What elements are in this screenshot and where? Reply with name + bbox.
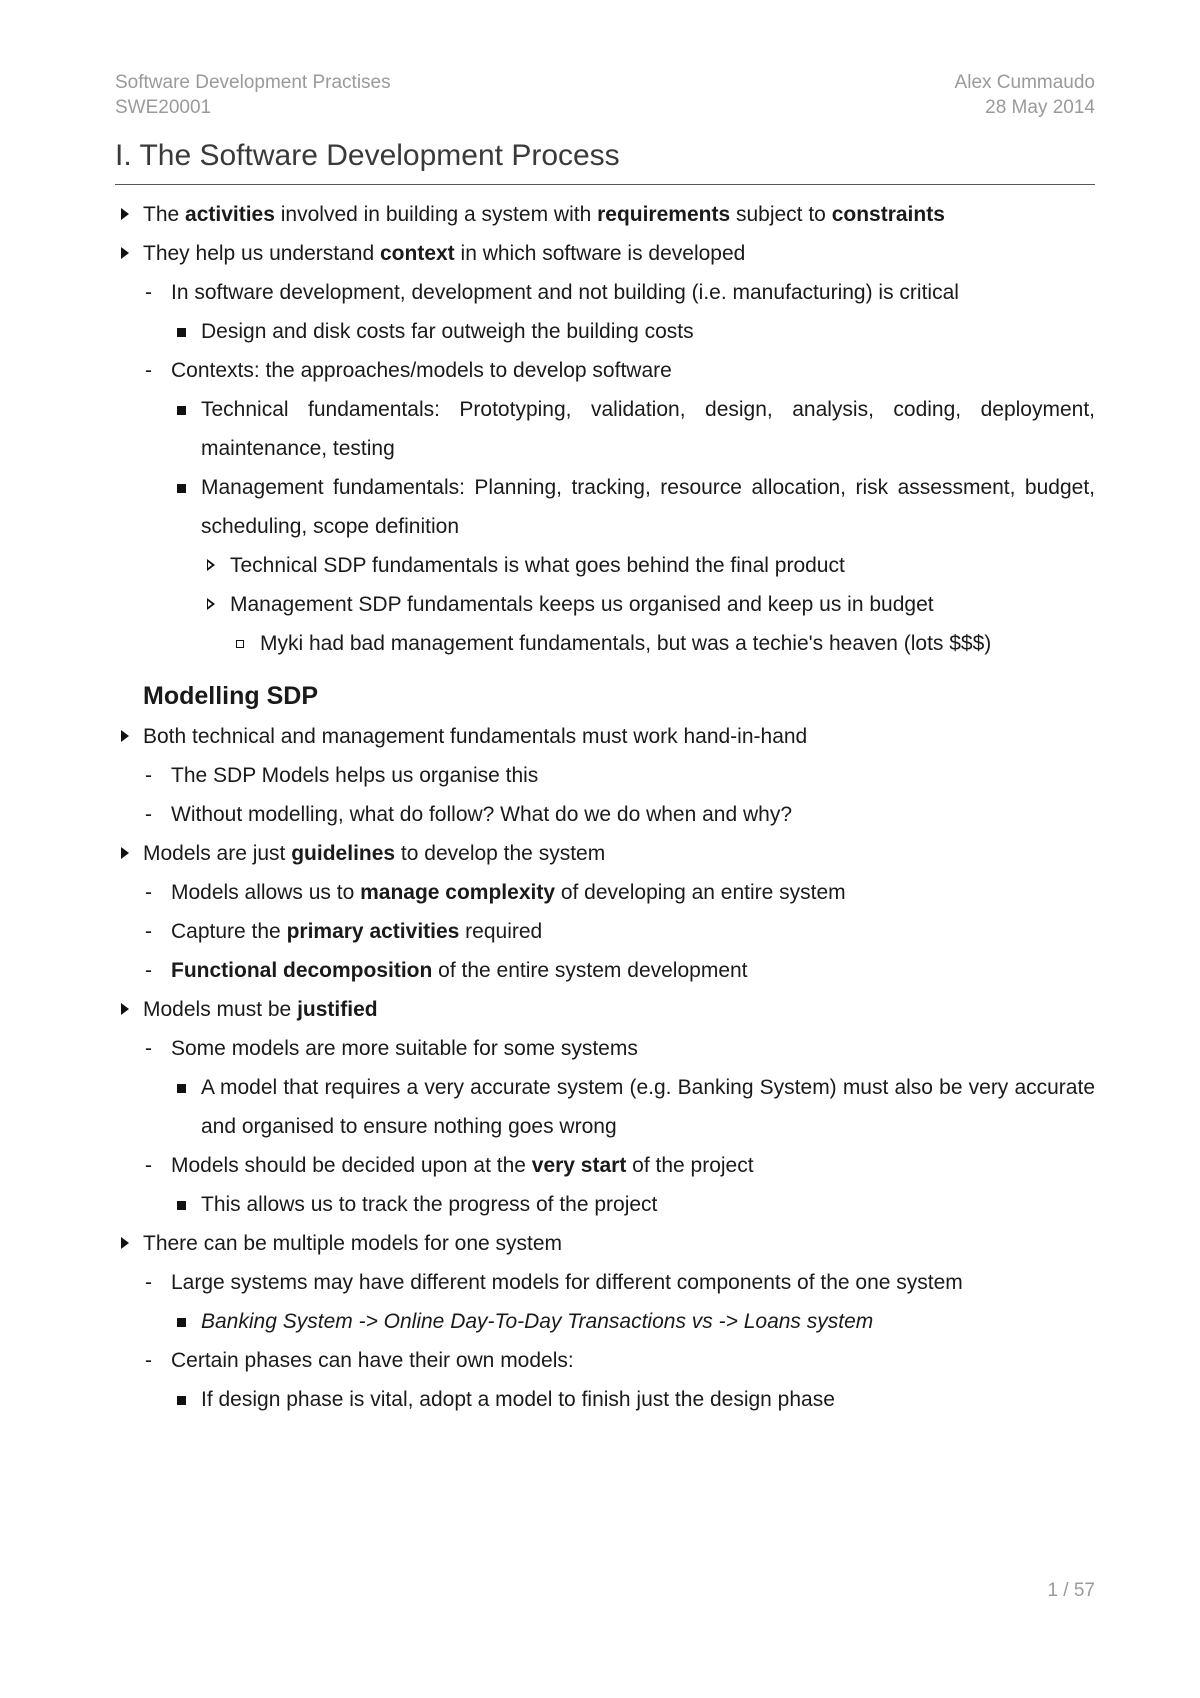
list-item-text [201,312,1095,351]
triangle-bullet-icon [115,1224,143,1263]
bold-text: guidelines [291,842,396,865]
list-item [115,717,1095,756]
bold-text: Functional decomposition [171,959,433,982]
list-item-text [171,951,1095,990]
text-run: This allows us to track the progress of the project [201,1193,658,1216]
text-run: Technical fundamentals: Prototyping, validation, design, analysis, coding, deployment, maintenance, testing [201,398,1095,460]
bold-text: requirements [597,203,731,226]
document-page [115,70,1095,1419]
list-item-text [201,1068,1095,1146]
text-run: A model that requires a very accurate system (e.g. Banking System) must also be very accurate and organised to ensure nothing goes wrong [201,1076,1095,1138]
italic-text: Banking System -> Online Day-To-Day Transactions vs -> Loans system [201,1310,874,1333]
text-run: Contexts: the approaches/models to develop software [171,359,672,382]
list-item-text [201,468,1095,546]
list-item [115,390,1095,468]
text-run: The SDP Models helps us organise this [171,764,539,787]
list-item [115,585,1095,624]
list-item [115,1224,1095,1263]
list-item [115,624,1095,663]
square-bullet-icon [173,1185,201,1224]
list-item [115,234,1095,273]
list-item-text [143,990,1095,1029]
list-item-text [171,873,1095,912]
triangle-bullet-icon [115,990,143,1029]
text-run: Large systems may have different models for different components of the one system [171,1271,963,1294]
list-item-text [171,1341,1095,1380]
list-item [115,1185,1095,1224]
list-item-text [171,1146,1095,1185]
list-item-text [143,234,1095,273]
text-run: of the project [626,1154,754,1177]
text-run: Without modelling, what do follow? What do we do when and why? [171,803,793,826]
content [115,195,1095,1419]
list-item [115,351,1095,390]
dash-bullet-icon [143,1029,171,1068]
text-run: in which software is developed [454,242,746,265]
text-run: They help us understand [143,242,380,265]
text-run: Myki had bad management fundamentals, but was a techie's heaven (lots $$$) [260,632,992,655]
page-number: 1 / 57 [1047,1580,1095,1601]
section-heading: Modelling SDP [143,682,318,710]
triangle-bullet-icon [115,234,143,273]
list-item-text [171,795,1095,834]
text-run: Certain phases can have their own models: [171,1349,574,1372]
list-item [115,273,1095,312]
dash-bullet-icon [143,1341,171,1380]
dash-bullet-icon [143,912,171,951]
dash-bullet-icon [143,1146,171,1185]
bullet-list-2 [115,717,1095,1419]
text-run: required [459,920,543,943]
list-item-text [171,273,1095,312]
text-run: Models should be decided upon at the [171,1154,532,1177]
square-bullet-icon [173,312,201,351]
text-run: If design phase is vital, adopt a model to finish just the design phase [201,1388,835,1411]
list-item [115,756,1095,795]
list-item [115,1068,1095,1146]
text-run: Models must be [143,998,298,1021]
square-bullet-icon [173,390,201,429]
bullet-list-1 [115,195,1095,663]
list-item-text [201,1302,1095,1341]
bold-text: justified [297,998,378,1021]
list-item [115,951,1095,990]
square-bullet-icon [173,1068,201,1107]
triangle-bullet-icon [115,834,143,873]
list-item [115,1380,1095,1419]
text-run: subject to [730,203,832,226]
list-item [115,990,1095,1029]
text-run: The [143,203,186,226]
text-run: In software development, development and not building (i.e. manufacturing) is critical [171,281,959,304]
text-run: of developing an entire system [555,881,846,904]
bold-text: manage complexity [360,881,555,904]
list-item-text [143,195,1095,234]
list-item [115,312,1095,351]
list-item [115,468,1095,546]
list-item [115,795,1095,834]
triangle-bullet-icon [115,717,143,756]
bold-text: very start [531,1154,627,1177]
page-title: I. The Software Development Process [115,138,1095,185]
list-item-text [171,351,1095,390]
open-square-bullet-icon [232,624,260,663]
bold-text: primary activities [286,920,460,943]
list-item-text [230,585,1095,624]
list-item [115,1341,1095,1380]
bold-text: constraints [831,203,945,226]
list-item [115,195,1095,234]
list-item-text [171,1263,1095,1302]
list-item [115,912,1095,951]
author-name: Alex Cummaudo [954,72,1095,93]
text-run: of the entire system development [432,959,748,982]
text-run: to develop the system [395,842,606,865]
text-run: Management fundamentals: Planning, tracking, resource allocation, risk assessment, budget, scheduling, scope definition [201,476,1095,538]
text-run: Capture the [171,920,287,943]
text-run: Both technical and management fundamentals must work hand-in-hand [143,725,808,748]
list-item [115,1146,1095,1185]
text-run: involved in building a system with [274,203,598,226]
dash-bullet-icon [143,951,171,990]
list-item-text [201,1380,1095,1419]
list-item [115,873,1095,912]
list-item [115,834,1095,873]
square-bullet-icon [173,1302,201,1341]
header-row-1 [115,70,1095,95]
list-item [115,546,1095,585]
square-bullet-icon [173,468,201,507]
dash-bullet-icon [143,351,171,390]
list-item-text [201,1185,1095,1224]
text-run: Technical SDP fundamentals is what goes behind the final product [230,554,845,577]
dash-bullet-icon [143,273,171,312]
list-item [115,1029,1095,1068]
bold-text: context [380,242,455,265]
list-item-text [171,1029,1095,1068]
list-item-text [143,834,1095,873]
list-item-text [201,390,1095,468]
open-triangle-bullet-icon [202,585,230,624]
dash-bullet-icon [143,756,171,795]
square-bullet-icon [173,1380,201,1419]
bold-text: activities [185,203,275,226]
dash-bullet-icon [143,873,171,912]
course-name: Software Development Practises [115,72,391,93]
text-run: Some models are more suitable for some systems [171,1037,638,1060]
open-triangle-bullet-icon [202,546,230,585]
list-item-text [171,912,1095,951]
text-run: Models allows us to [171,881,361,904]
list-item [115,1302,1095,1341]
text-run: Models are just [143,842,292,865]
list-item-text [171,756,1095,795]
course-code: SWE20001 [115,97,212,118]
dash-bullet-icon [143,795,171,834]
list-item-text [143,1224,1095,1263]
list-item-text [230,546,1095,585]
text-run: Design and disk costs far outweigh the building costs [201,320,694,343]
triangle-bullet-icon [115,195,143,234]
header-row-2 [115,95,1095,120]
list-item [115,1263,1095,1302]
list-item-text [260,624,1095,663]
dash-bullet-icon [143,1263,171,1302]
list-item-text [143,717,1095,756]
text-run: There can be multiple models for one system [143,1232,563,1255]
document-date: 28 May 2014 [985,97,1095,118]
text-run: Management SDP fundamentals keeps us organised and keep us in budget [230,593,934,616]
